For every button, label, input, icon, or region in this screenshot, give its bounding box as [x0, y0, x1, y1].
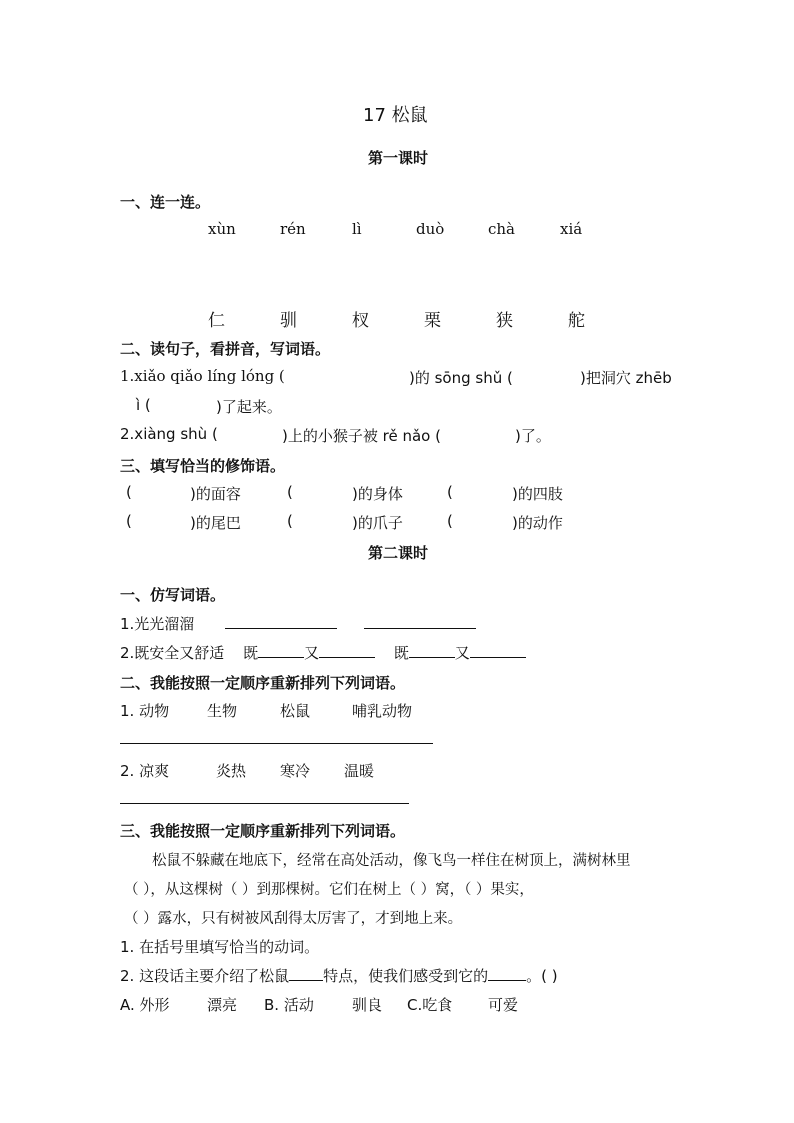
option-item: B. 活动: [264, 996, 314, 1014]
answer-blank[interactable]: [364, 613, 476, 629]
section-order-title: 二、我能按照一定顺序重新排列下列词语。: [120, 674, 406, 692]
sentence-1-part-e: )了起来。: [216, 398, 282, 416]
option-item: 驯良: [352, 996, 383, 1014]
sentence-1-part-d: ì (: [136, 396, 151, 414]
sentence-1-part-c: )把洞穴 zhēb: [580, 369, 672, 387]
passage-line: （ ），从这棵树（ ）到那棵树。它们在树上（ ）窝，（ ）果实，: [124, 882, 534, 898]
modifier-open-paren: (: [126, 512, 132, 530]
sentence-2-part-c: )了。: [515, 427, 551, 445]
modifier-item: )的动作: [512, 514, 563, 532]
option-item: A. 外形: [120, 996, 170, 1014]
pinyin-item: duò: [416, 220, 445, 238]
order-word: 1. 动物: [120, 702, 170, 720]
pinyin-item: rén: [280, 220, 306, 238]
section-connect-title: 一、连一连。: [120, 193, 211, 211]
sentence-2-part-a: 2.xiàng shù (: [120, 425, 218, 443]
page-title: 17 松鼠: [363, 105, 428, 126]
answer-blank[interactable]: [409, 642, 455, 658]
answer-line[interactable]: [120, 803, 409, 804]
option-item: 漂亮: [207, 996, 238, 1014]
sentence-2-part-b: )上的小猴子被 rě nǎo (: [282, 427, 441, 445]
answer-blank[interactable]: [319, 642, 375, 658]
passage-line: 松鼠不躲藏在地底下，经常在高处活动，像飞鸟一样住在树顶上，满树林里: [152, 853, 631, 869]
section-modifier-title: 三、填写恰当的修饰语。: [120, 457, 286, 475]
section-pinyin-title: 二、读句子，看拼音，写词语。: [120, 340, 331, 358]
pinyin-item: lì: [352, 220, 362, 238]
lesson-one-heading: 第一课时: [368, 149, 429, 167]
order-word: 炎热: [216, 762, 247, 780]
character-item: 杈: [352, 311, 369, 331]
modifier-item: )的身体: [352, 485, 403, 503]
section-reading-title: 三、我能按照一定顺序重新排列下列词语。: [120, 822, 406, 840]
modifier-open-paren: (: [287, 483, 293, 501]
order-word: 寒冷: [280, 762, 311, 780]
answer-blank[interactable]: [289, 965, 323, 981]
sentence-1-part-b: )的 sōng shǔ (: [409, 369, 513, 387]
character-item: 舵: [568, 311, 585, 331]
modifier-item: )的尾巴: [190, 514, 241, 532]
passage-line: （ ）露水，只有树被风刮得太厉害了，才到地上来。: [124, 911, 463, 927]
character-item: 仁: [208, 311, 225, 331]
sentence-1-part-a: 1.xiǎo qiǎo líng lóng (: [120, 367, 285, 385]
character-item: 栗: [424, 311, 441, 331]
section-imitate-title: 一、仿写词语。: [120, 586, 226, 604]
modifier-item: )的面容: [190, 485, 241, 503]
order-word: 2. 凉爽: [120, 762, 170, 780]
modifier-open-paren: (: [126, 483, 132, 501]
modifier-item: )的四肢: [512, 485, 563, 503]
option-item: C.吃食: [407, 996, 453, 1014]
question-2: 2. 这段话主要介绍了松鼠 特点，使我们感受到它的 。( ): [120, 967, 558, 985]
pinyin-item: chà: [488, 220, 516, 238]
imitate-line-1: 1.光光溜溜: [120, 613, 476, 634]
pinyin-item: xùn: [208, 220, 236, 238]
answer-blank[interactable]: [258, 642, 304, 658]
modifier-item: )的爪子: [352, 514, 403, 532]
modifier-open-paren: (: [287, 512, 293, 530]
character-item: 狭: [496, 311, 513, 331]
answer-line[interactable]: [120, 743, 433, 744]
order-word: 松鼠: [280, 702, 311, 720]
imitate-line-2: 2.既安全又舒适 既 又 既 又: [120, 642, 526, 663]
answer-blank[interactable]: [225, 613, 337, 629]
modifier-open-paren: (: [447, 483, 453, 501]
question-1: 1. 在括号里填写恰当的动词。: [120, 938, 320, 956]
pinyin-item: xiá: [560, 220, 583, 238]
option-item: 可爱: [488, 996, 519, 1014]
order-word: 温暖: [344, 762, 375, 780]
order-word: 哺乳动物: [352, 702, 413, 720]
order-word: 生物: [207, 702, 238, 720]
lesson-two-heading: 第二课时: [368, 544, 429, 562]
modifier-open-paren: (: [447, 512, 453, 530]
answer-blank[interactable]: [470, 642, 526, 658]
character-item: 驯: [280, 311, 297, 331]
answer-blank[interactable]: [488, 965, 526, 981]
